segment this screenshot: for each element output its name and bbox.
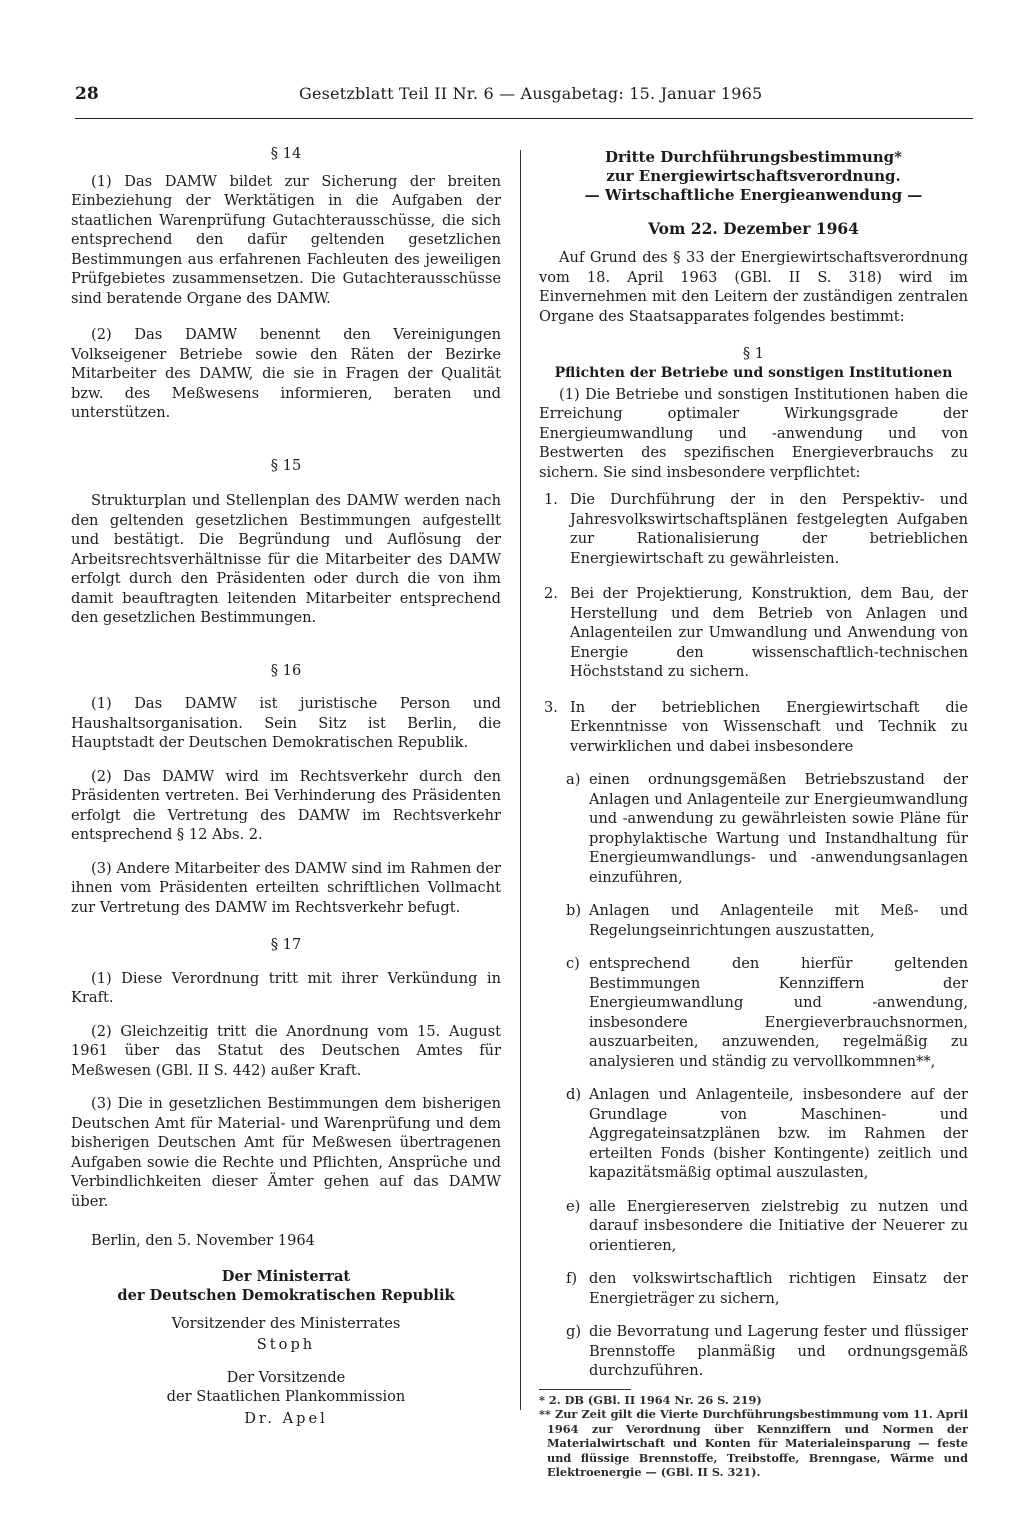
signatory-body-line-2: der Deutschen Demokratischen Republik [117,1287,455,1304]
section-16-para-3: (3) Andere Mitarbeiter des DAMW sind im Rahmen der ihnen vom Präsidenten erteilten schriftlichen Vollmacht zur Vertretung des DAMW im Rechtsverkehr befugt. [71,859,501,916]
list-item-text: In der betrieblichen Energiewirtschaft die Erkenntnisse von Wissenschaft und Technik zu verwirklichen und dabei insbesondere [570,698,968,755]
section-17-para-1: (1) Diese Verordnung tritt mit ihrer Verkündung in Kraft. [71,969,501,1006]
sub-item-marker: f) [566,1270,578,1287]
sub-item-marker: d) [566,1086,582,1103]
header-rule [75,118,973,119]
regulation-date: Vom 22. Dezember 1964 [648,219,859,238]
regulation-title-line-1: Dritte Durchführungsbestimmung* [605,148,902,166]
sub-item-text: die Bevorratung und Lagerung fester und flüssiger Brennstoffe planmäßig und ordnungsgemäß durchzuführen. [589,1323,968,1379]
sub-item [539,1322,968,1381]
sub-item-marker: c) [566,955,580,972]
sub-item-text: Anlagen und Anlagenteile, insbesondere auf der Grundlage von Maschinen- und Aggregateinsatzplänen bzw. im Rahmen der erteilten Fonds (bisher Kontingente) zeitlich und kapazitätsmäßig optimal auszulasten, [589,1086,968,1181]
sub-item-text: Anlagen und Anlagenteile mit Meß- und Regelungseinrichtungen auszustatten, [589,902,968,939]
sub-item-text: den volkswirtschaftlich richtigen Einsatz der Energieträger zu sichern, [589,1270,968,1307]
signatory-role-1: Vorsitzender des Ministerrates [171,1314,401,1332]
sub-item-marker: e) [566,1197,581,1215]
regulation-title-line-3: — Wirtschaftliche Energieanwendung — [584,186,923,204]
section-17-para-3: (3) Die in gesetzlichen Bestimmungen dem bisherigen Deutschen Amt für Material- und Warenprüfung und dem bisherigen Deutschen Amt für Meßwesen übertragenen Aufgaben sowie die Rechte und Pflichten, Ansprüche und Verbindlichkeiten dieser Ämter gehen auf das DAMW über. [71,1095,501,1210]
sub-item-marker: b) [566,902,582,919]
section-14-title: § 14 [270,145,302,162]
section-1-para-1: (1) Die Betriebe und sonstigen Institutionen haben die Erreichung optimaler Wirkungsgrade der Energieumwandlung und -anwendung und von Bestwerten des spezifischen Energieverbrauchs zu sichern. Sie sind insbesondere verpflichtet: [539,385,968,481]
sub-item-marker: a) [566,771,581,788]
list-item-text: Bei der Projektierung, Konstruktion, dem Bau, der Herstellung und dem Betrieb von Anlagen und Anlagenteilen zur Umwandlung und Anwendung von Energie den wissenschaftlich-technischen Höchststand zu sichern. [570,585,968,680]
signatory-name-2: Dr. Apel [244,1409,328,1427]
list-item-marker: 1. [544,491,558,508]
list-item-text: Die Durchführung der in den Perspektiv- und Jahresvolkswirtschaftsplänen festgelegten Aufgaben zur Rationalisierung der betrieblichen Energiewirtschaft zu gewährleisten. [570,491,968,567]
sub-item [539,770,968,887]
section-15-para-1: Strukturplan und Stellenplan des DAMW werden nach den geltenden gesetzlichen Bestimmungen aufgestellt und bestätigt. Die Begründung und Auflösung der Arbeitsrechtsverhältnisse für die Mitarbeiter des DAMW erfolgt durch den Präsidenten oder durch die von ihm damit beauftragten leitenden Mitarbeiter entsprechend den gesetzlichen Bestimmungen. [71,492,501,626]
list-item [539,490,968,568]
running-head: Gesetzblatt Teil II Nr. 6 — Ausgabetag: 15. Januar 1965 [299,84,763,103]
sub-item [539,1085,968,1183]
page-number: 28 [75,84,99,104]
footnote-rule [539,1389,631,1390]
sub-item-marker: g) [566,1323,582,1340]
sub-item-text: entsprechend den hierfür geltenden Bestimmungen Kennziffern der Energieumwandlung und -anwendung, insbesondere Energieverbrauchsnormen, auszuarbeiten, anzuwenden, regelmäßig zu analysieren und ständig zu vervollkommnen**, [589,955,968,1070]
sub-item [539,954,968,1071]
column-divider [520,150,521,1410]
section-14-para-2: (2) Das DAMW benennt den Vereinigungen Volkseigener Betriebe sowie den Räten der Bezirke Mitarbeiter des DAMW, die sie in Fragen der Qualität bzw. des Meßwesens informieren, beraten und unterstützen. [71,326,501,421]
section-17-title: § 17 [270,936,302,953]
section-14-para-1: (1) Das DAMW bildet zur Sicherung der breiten Einbeziehung der Werktätigen in die Aufgaben der staatlichen Warenprüfung Gutachterausschüsse, die sich entsprechend den dafür geltenden gesetzlichen Bestimmungen aus erfahrenen Fachleuten des jeweiligen Prüfgebietes zusammensetzen. Die Gutachterausschüsse sind beratende Organe des DAMW. [71,172,501,307]
place-date: Berlin, den 5. November 1964 [91,1232,315,1249]
page-header [75,84,975,112]
left-column [71,142,501,1428]
signatory-role-2-line-2: der Staatlichen Plankommission [166,1388,406,1405]
section-17-para-2: (2) Gleichzeitig tritt die Anordnung vom 15. August 1961 über das Statut des Deutschen Amtes für Meßwesen (GBl. II S. 442) außer Kraft. [71,1022,501,1079]
list-item [539,698,968,757]
signatory-body-line-1: Der Ministerrat [221,1267,351,1285]
list-item-marker: 2. [544,585,558,602]
section-15-title: § 15 [270,456,302,474]
sub-item-text: alle Energiereserven zielstrebig zu nutzen und darauf insbesondere die Initiative der Neuerer zu orientieren, [589,1197,968,1254]
section-1-title: § 1 [742,345,765,362]
signatory-name-1: Stoph [256,1336,316,1353]
sub-item [539,1197,968,1256]
signatory-role-2-line-1: Der Vorsitzende [226,1368,346,1386]
regulation-title-line-2: zur Energiewirtschaftsverordnung. [606,167,901,185]
sub-item [539,1269,968,1308]
section-16-title: § 16 [270,661,302,679]
section-16-para-1: (1) Das DAMW ist juristische Person und Haushaltsorganisation. Sein Sitz ist Berlin, die Hauptstadt der Deutschen Demokratischen Republik. [71,695,501,751]
sub-item-text: einen ordnungsgemäßen Betriebszustand der Anlagen und Anlagenteile zur Energieumwandlung und -anwendung zu gewährleisten sowie Pläne für prophylaktische Wartung und Instandhaltung für Energieumwandlungs- und -anwendungsanlagen einzuführen, [589,771,968,886]
section-16-para-2: (2) Das DAMW wird im Rechtsverkehr durch den Präsidenten vertreten. Bei Verhinderung des Präsidenten erfolgt die Vertretung des DAMW im Rechtsverkehr entsprechend § 12 Abs. 2. [71,767,501,843]
preamble: Auf Grund des § 33 der Energiewirtschaftsverordnung vom 18. April 1963 (GBl. II S. 318) wird im Einvernehmen mit den Leitern der zuständigen zentralen Organe des Staatsapparates folgendes bestimmt: [539,249,968,325]
right-column [539,148,968,1480]
section-1-heading: Pflichten der Betriebe und sonstigen Institutionen [554,364,953,381]
footnote-2: ** Zur Zeit gilt die Vierte Durchführungsbestimmung vom 11. April 1964 zur Verordnung über Kennziffern und Normen der Materialwirtschaft und Konten für Materialeinsparung — feste und flüssige Brennstoffe, Treibstoffe, Brenngase, Wärme und Elektroenergie — (GBl. II S. 321). [539,1407,968,1479]
sub-item [539,901,968,940]
footnote-1: * 2. DB (GBl. II 1964 Nr. 26 S. 219) [539,1392,762,1407]
list-item [539,584,968,682]
list-item-marker: 3. [544,698,558,716]
